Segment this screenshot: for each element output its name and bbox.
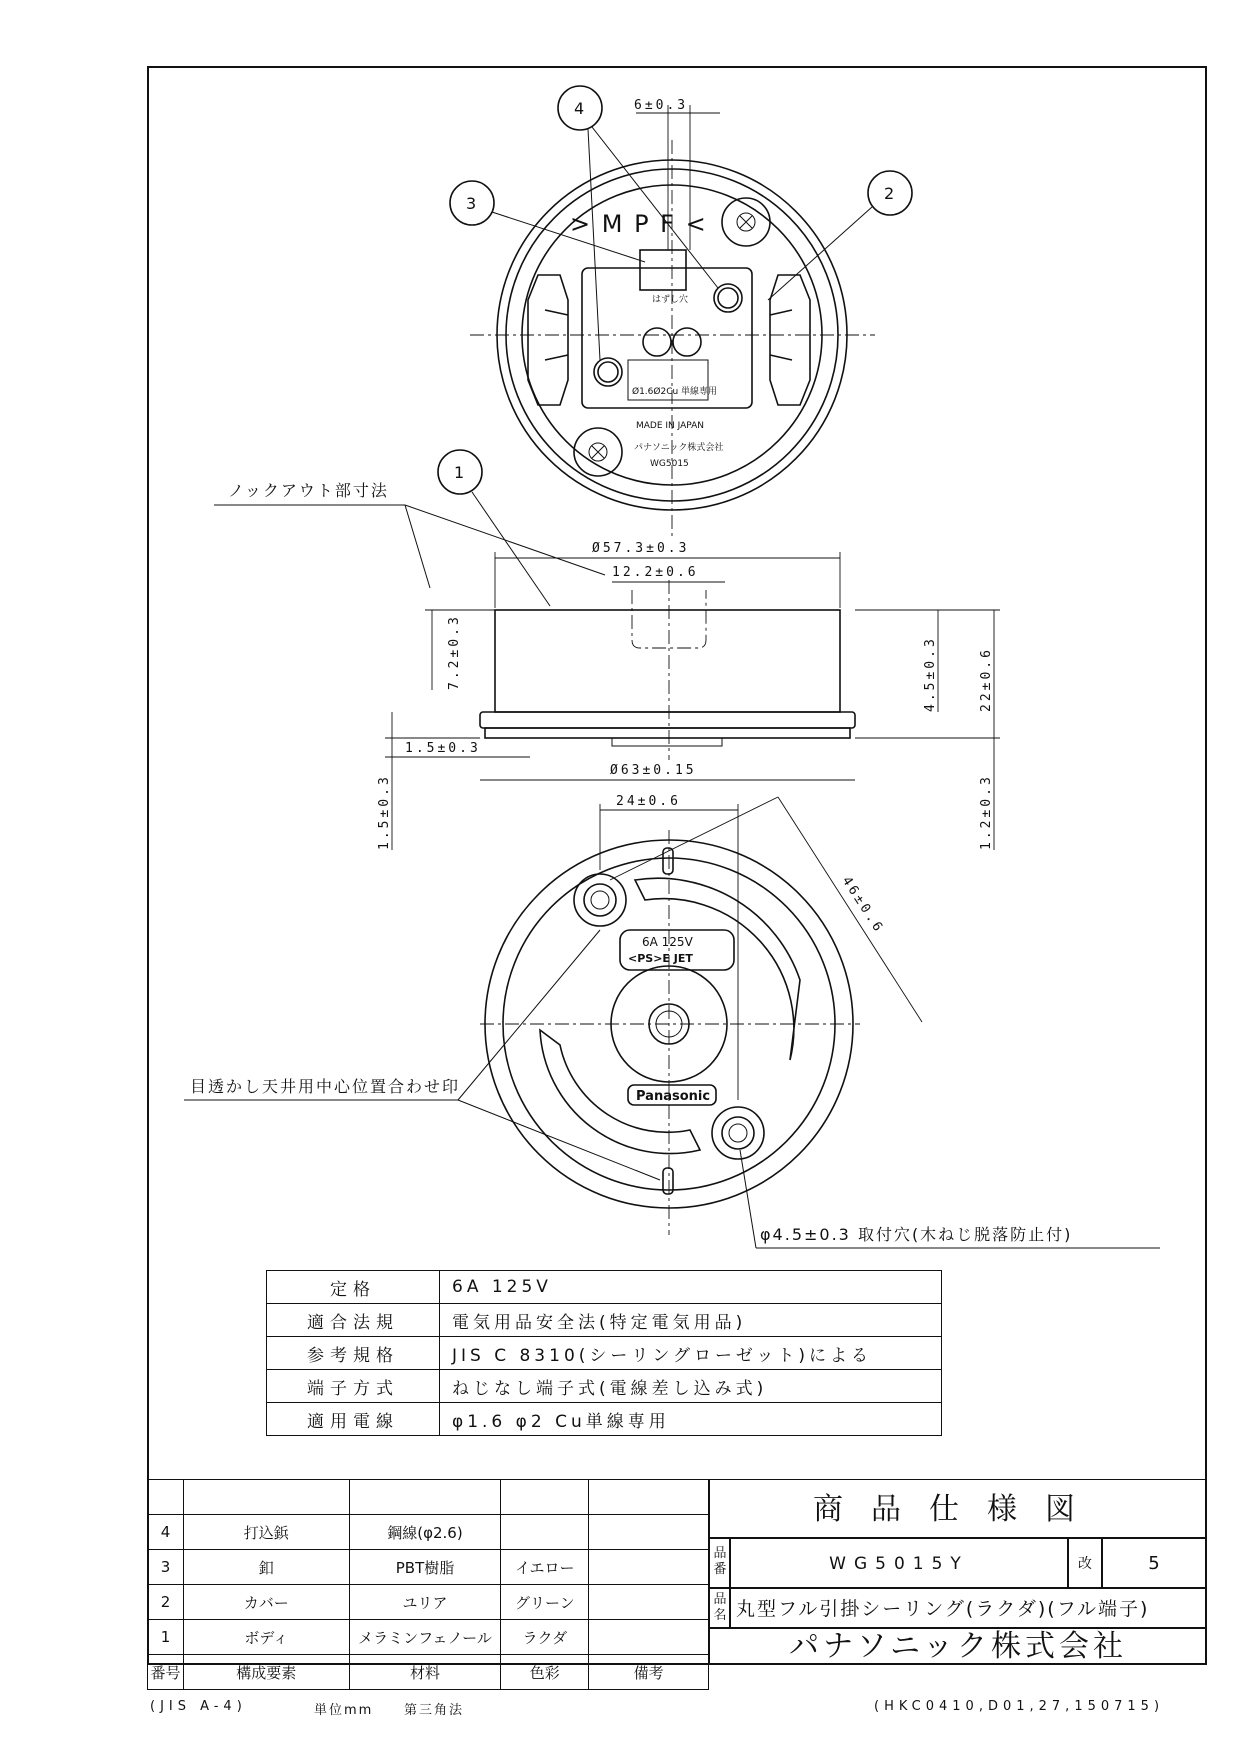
svg-text:1.2±0.3: 1.2±0.3 [979, 774, 994, 850]
title-block [709, 1479, 1207, 1665]
svg-text:目透かし天井用中心位置合わせ印: 目透かし天井用中心位置合わせ印 [190, 1077, 461, 1096]
product-name-label: 品名 [709, 1587, 731, 1629]
footer-drawing-code: (HKC0410,D01,27,150715) [874, 1699, 1165, 1714]
bom-row: 4 打込鋲 鋼線(φ2.6) [148, 1515, 709, 1550]
bom-row-blank [148, 1480, 709, 1515]
hole-label [740, 1150, 1160, 1248]
bottom-view [480, 794, 922, 1235]
wire-spec-text: Ø1.6Ø2Cu 単線専用 [632, 387, 718, 397]
company-name: パナソニック株式会社 [709, 1627, 1207, 1665]
spec-table [266, 1270, 942, 1436]
model-text: WG5015 [650, 459, 689, 469]
footer-projection: 第三角法 [404, 1703, 465, 1718]
svg-text:7.2±0.3: 7.2±0.3 [447, 614, 462, 690]
sheet-heading: 商品仕様図 [709, 1479, 1207, 1539]
brand-plate-text: パナソニック株式会社 [634, 443, 724, 453]
release-hole-text: はずし穴 [652, 295, 689, 305]
svg-text:1.5±0.3: 1.5±0.3 [377, 774, 392, 850]
svg-text:3: 3 [466, 194, 479, 213]
spec-row: 端子方式 ねじなし端子式(電線差し込み式) [267, 1370, 942, 1403]
spec-row: 適合法規 電気用品安全法(特定電気用品) [267, 1304, 942, 1337]
svg-text:1.5±0.3: 1.5±0.3 [405, 741, 481, 756]
side-view [377, 541, 1000, 850]
svg-text:46±0.6: 46±0.6 [838, 874, 887, 937]
svg-text:4: 4 [574, 99, 587, 118]
footer-paper-size: (JIS A-4) [150, 1699, 247, 1714]
rating-mark: 6A 125V [642, 935, 693, 949]
pse-mark: <PS>E JET [628, 952, 693, 965]
center-mark-label [184, 930, 660, 1180]
part-number: WG5015Y [729, 1537, 1069, 1589]
revision-label: 改 [1067, 1537, 1103, 1589]
svg-text:12.2±0.6: 12.2±0.6 [612, 565, 699, 580]
svg-text:Ø63±0.15: Ø63±0.15 [610, 763, 697, 778]
svg-text:ノックアウト部寸法: ノックアウト部寸法 [228, 481, 389, 500]
balloon-1 [438, 450, 550, 606]
svg-text:1: 1 [454, 463, 467, 482]
top-marks: > M P F < [570, 210, 708, 238]
bom-table [147, 1479, 709, 1690]
svg-text:6±0.3: 6±0.3 [634, 98, 689, 113]
spec-row: 定格 6A 125V [267, 1271, 942, 1304]
revision-number: 5 [1101, 1537, 1207, 1589]
svg-text:Ø57.3±0.3: Ø57.3±0.3 [592, 541, 690, 556]
svg-text:φ4.5±0.3 取付穴(木ねじ脱落防止付): φ4.5±0.3 取付穴(木ねじ脱落防止付) [760, 1225, 1073, 1244]
knockout-label [214, 481, 605, 588]
bom-header: 番号 構成要素 材料 色彩 備考 [148, 1655, 709, 1690]
top-view [470, 140, 875, 540]
footer-unit: 単位mm [314, 1703, 374, 1718]
spec-row: 適用電線 φ1.6 φ2 Cu単線専用 [267, 1403, 942, 1436]
spec-row: 参考規格 JIS C 8310(シーリングローゼット)による [267, 1337, 942, 1370]
bom-row: 1 ボディ メラミンフェノール ラクダ [148, 1620, 709, 1655]
bom-row: 3 釦 PBT樹脂 イエロー [148, 1550, 709, 1585]
part-no-label: 品番 [709, 1537, 731, 1589]
svg-text:4.5±0.3: 4.5±0.3 [923, 636, 938, 712]
balloon-2 [768, 171, 912, 300]
svg-text:2: 2 [884, 184, 897, 203]
brand-mark: Panasonic [636, 1089, 711, 1104]
svg-text:22±0.6: 22±0.6 [979, 647, 994, 712]
product-name: 丸型フル引掛シーリング(ラクダ)(フル端子) [729, 1587, 1207, 1629]
bom-row: 2 カバー ユリア グリーン [148, 1585, 709, 1620]
svg-text:24±0.6: 24±0.6 [616, 794, 681, 809]
made-in-text: MADE IN JAPAN [636, 421, 705, 431]
